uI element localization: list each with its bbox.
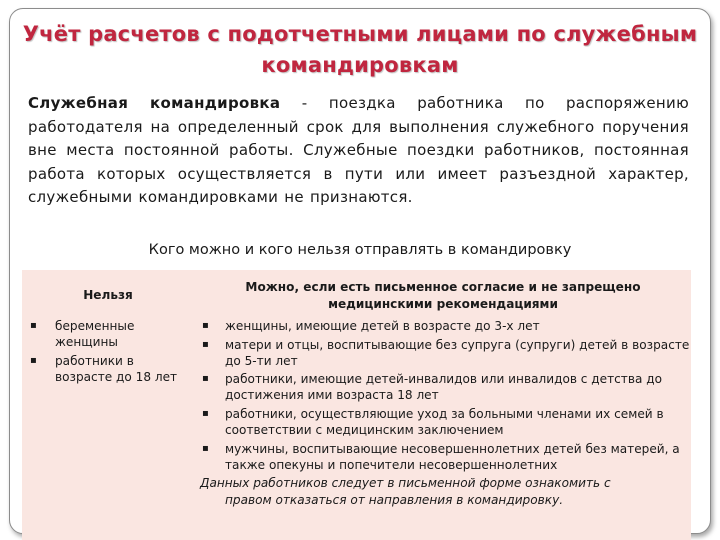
list-item-text: матери и отцы, воспитывающие без супруга (супруги) детей в возрасте до 5-ти лет xyxy=(225,337,690,368)
list-item-text: женщины, имеющие детей в возрасте до 3-х лет xyxy=(225,319,540,333)
forbidden-column xyxy=(22,270,194,387)
list-item xyxy=(195,441,691,473)
definition-text: - поездка работника по распоряжению работодателя на определенный срок для выполнения служебного поручения вне места постоянной работы. Служебные поездки работников, постоянная работа которых осуществляется в пути или имеет разъездной характер, служебными командировками не признаются. xyxy=(28,94,689,207)
slide-title: Учёт расчетов с подотчетными лицами по служебным командировкам xyxy=(22,22,698,77)
allowed-column xyxy=(195,270,691,508)
section-question: Кого можно и кого нельзя отправлять в командировку xyxy=(148,242,572,258)
definition-term: Служебная командировка xyxy=(28,94,281,112)
bullet-icon: ▪ xyxy=(202,320,209,331)
list-item-text: беременные женщины xyxy=(55,319,135,350)
list-item xyxy=(195,337,691,369)
list-item-text: работники в возрасте до 18 лет xyxy=(55,353,178,384)
list-item-text: работники, осуществляющие уход за больными членами их семей в соответствии с медицинским заключением xyxy=(225,406,664,438)
list-item xyxy=(22,318,187,350)
forbidden-header: Нельзя xyxy=(83,288,133,302)
list-item xyxy=(22,353,187,385)
bullet-icon: ▪ xyxy=(202,442,209,454)
list-item xyxy=(195,371,691,403)
list-item-text: мужчины, воспитывающие несовершеннолетних детей без матерей, а также опекуны и попечители несовершеннолетних xyxy=(225,441,680,472)
bullet-icon: ▪ xyxy=(30,320,37,331)
allowed-note: Данных работников следует в письменной форме ознакомить с правом отказаться от направления в командировку. xyxy=(200,476,611,507)
list-item xyxy=(195,406,691,438)
list-item xyxy=(195,318,691,334)
bullet-icon: ▪ xyxy=(202,338,209,350)
forbidden-list xyxy=(22,318,194,385)
rules-table xyxy=(22,270,691,540)
allowed-header: Можно, если есть письменное согласие и не запрещено медицинскими рекомендациями xyxy=(245,280,641,311)
bullet-icon: ▪ xyxy=(202,407,209,419)
definition-paragraph xyxy=(28,92,689,210)
bullet-icon: ▪ xyxy=(202,373,209,385)
list-item-text: работники, имеющие детей-инвалидов или инвалидов с детства до достижения ими возраста 18 лет xyxy=(225,372,662,403)
allowed-list xyxy=(195,318,691,473)
bullet-icon: ▪ xyxy=(30,354,37,366)
